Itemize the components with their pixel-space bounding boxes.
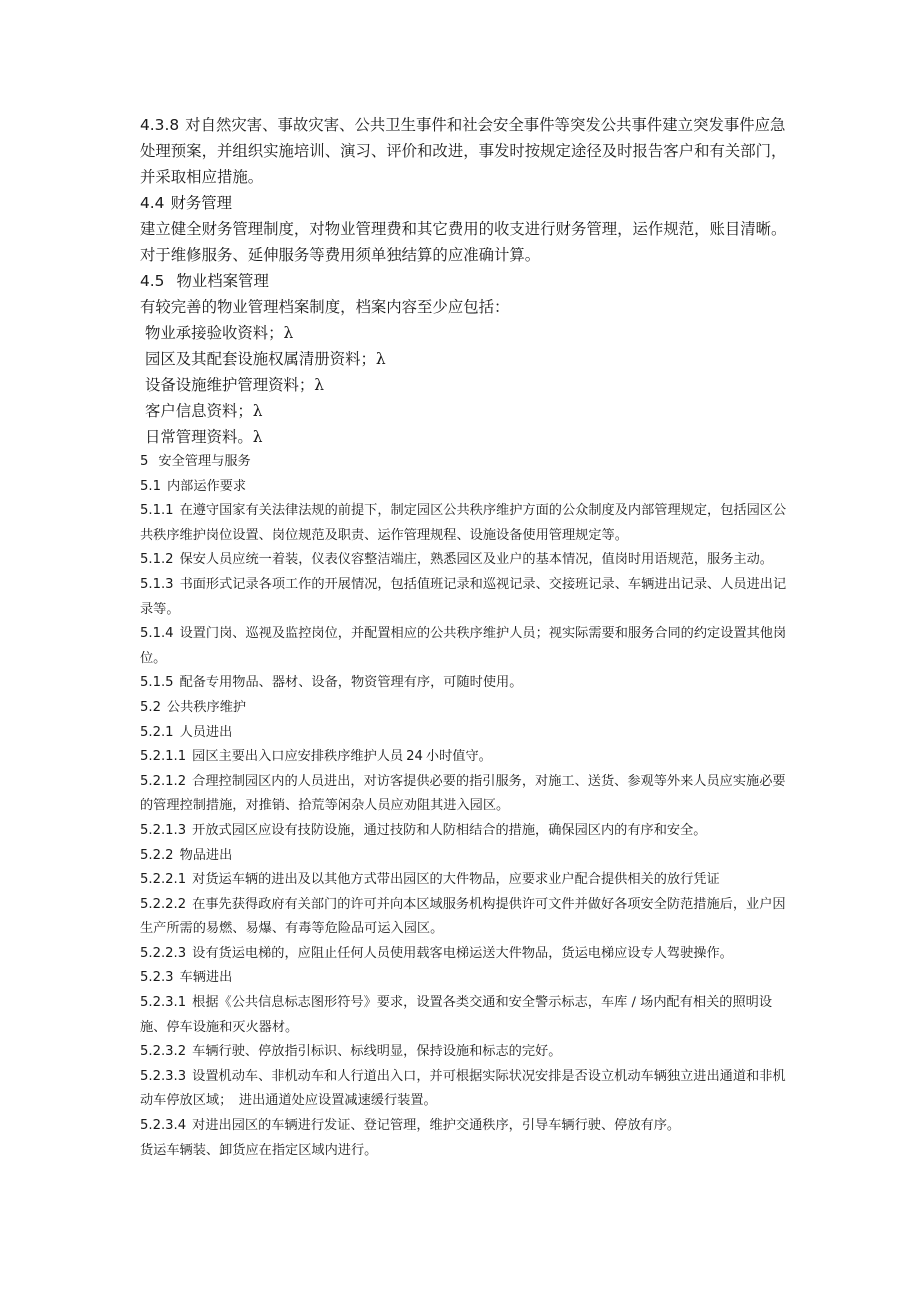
section-number: 5.2.1 [140, 724, 174, 740]
section-text: 保安人员应统一着装，仪表仪容整洁端庄，熟悉园区及业户的基本情况，值岗时用语规范，服务主动。 [179, 552, 773, 568]
section-text: 车辆行驶、停放指引标识、标线明显，保持设施和标志的完好。 [192, 1044, 562, 1060]
section-number: 5.2.3.2 [140, 1044, 187, 1060]
section-number: 5.2.2.1 [140, 872, 187, 888]
section-number: 4.3.8 [140, 116, 180, 134]
section-5-2-3-1 [140, 991, 790, 1040]
section-5-2-2-1 [140, 868, 790, 893]
section-5-2-2-2 [140, 893, 790, 942]
section-number: 4.4 [140, 194, 165, 212]
section-text: 根据《公共信息标志图形符号》要求，设置各类交通和安全警示标志，车库 / 场内配有相关的照明设施、停车设施和灭火器材。 [140, 995, 773, 1035]
section-5-1-1 [140, 499, 790, 548]
section-text: 书面形式记录各项工作的开展情况，包括值班记录和巡视记录、交接班记录、车辆进出记录、人员进出记录等。 [140, 576, 787, 617]
heading-title: 公共秩序维护 [166, 699, 247, 715]
heading-5-2 [140, 696, 790, 721]
archive-list-item: 设备设施维护管理资料；λ [145, 376, 325, 394]
heading-4-4 [140, 190, 790, 216]
archive-list-item: 客户信息资料；λ [145, 402, 263, 420]
heading-5 [140, 450, 790, 475]
section-number: 5.1.2 [140, 552, 174, 568]
document-page [140, 112, 790, 1163]
heading-5-2-1 [140, 721, 790, 746]
section-text: 配备专用物品、器材、设备，物资管理有序，可随时使用。 [179, 675, 523, 691]
archive-list-item: 物业承接验收资料；λ [145, 324, 294, 342]
section-number: 5.1.5 [140, 675, 174, 691]
section-text: 设置机动车、非机动车和人行道出入口，并可根据实际状况安排是否设立机动车辆独立进出通道和非机动车停放区域； 进出通道处应设置减速缓行装置。 [140, 1068, 786, 1109]
section-5-2-2-3 [140, 942, 790, 967]
section-5-2-1-2 [140, 770, 790, 819]
section-text: 在事先获得政府有关部门的许可并向本区域服务机构提供许可文件并做好各项安全防范措施后，业户因生产所需的易燃、易爆、有毒等危险品可运入园区。 [140, 896, 786, 937]
section-5-2-3-3 [140, 1065, 790, 1114]
section-text: 开放式园区应设有技防设施，通过技防和人防相结合的措施，确保园区内的有序和安全。 [192, 822, 707, 838]
heading-5-2-3 [140, 966, 790, 991]
section-5-1-3 [140, 573, 790, 622]
paragraph-final: 货运车辆装、卸货应在指定区域内进行。 [140, 1142, 378, 1158]
heading-4-5 [140, 268, 790, 294]
section-text: 设有货运电梯的，应阻止任何人员使用载客电梯运送大件物品，货运电梯应设专人驾驶操作。 [192, 945, 733, 961]
section-text: 在遵守国家有关法律法规的前提下，制定园区公共秩序维护方面的公众制度及内部管理规定，包括园区公共秩序维护岗位设置、岗位规范及职责、运作管理规程、设施设备使用管理规定等。 [140, 503, 787, 543]
section-5-2-1-1 [140, 745, 790, 770]
section-number: 5.1.3 [140, 576, 174, 592]
section-5-2-1-3 [140, 819, 790, 844]
section-text: 园区主要出入口应安排秩序维护人员 [192, 749, 404, 765]
section-number: 4.5 [140, 272, 165, 290]
section-number: 5.1 [140, 478, 161, 494]
hours-value: 24 [406, 749, 423, 765]
section-number: 5.2.3.3 [140, 1068, 187, 1084]
section-number: 5.2.3.4 [140, 1118, 187, 1134]
section-number: 5.2.3.1 [140, 995, 187, 1011]
section-4-3-8 [140, 112, 790, 190]
section-number: 5.2.2 [140, 847, 174, 863]
section-text: 对自然灾害、事故灾害、公共卫生事件和社会安全事件等突发公共事件建立突发事件应急处理预案，并组织实施培训、演习、评价和改进，事发时按规定途径及时报告客户和有关部门，并采取相应措施。 [140, 116, 787, 186]
archive-list-item: 日常管理资料。λ [145, 428, 263, 446]
section-text: 合理控制园区内的人员进出，对访客提供必要的指引服务，对施工、送货、参观等外来人员应实施必要的管理控制措施，对推销、拾荒等闲杂人员应劝阻其进入园区。 [140, 773, 786, 814]
section-number: 5.2.2.3 [140, 945, 187, 961]
section-5-2-3-2 [140, 1040, 790, 1065]
section-number: 5.2 [140, 699, 161, 715]
section-number: 5.2.2.2 [140, 896, 187, 912]
section-number: 5.2.1.2 [140, 773, 187, 789]
heading-title: 物品进出 [179, 847, 233, 863]
heading-title: 人员进出 [179, 724, 233, 740]
section-number: 5.1.4 [140, 626, 174, 642]
heading-5-2-2 [140, 844, 790, 869]
archive-list-item: 园区及其配套设施权属清册资料；λ [145, 350, 386, 368]
heading-title: 安全管理与服务 [158, 454, 251, 469]
section-5-1-2 [140, 548, 790, 573]
section-text: 对货运车辆的进出及以其他方式带出园区的大件物品，应要求业户配合提供相关的放行凭证 [192, 872, 720, 888]
section-text: 设置门岗、巡视及监控岗位，并配置相应的公共秩序维护人员；视实际需要和服务合同的约定设置其他岗位。 [140, 626, 787, 666]
section-number: 5.2.1.1 [140, 749, 187, 765]
section-5-1-5 [140, 671, 790, 696]
heading-title: 车辆进出 [179, 970, 233, 986]
section-text: 对进出园区的车辆进行发证、登记管理，维护交通秩序，引导车辆行驶、停放有序。 [192, 1118, 681, 1134]
heading-title: 内部运作要求 [166, 478, 247, 494]
section-number: 5 [140, 454, 149, 469]
heading-5-1 [140, 475, 790, 500]
section-number: 5.1.1 [140, 503, 174, 519]
section-text: 小时值守。 [425, 749, 492, 765]
section-5-2-3-4 [140, 1114, 790, 1139]
heading-title: 物业档案管理 [176, 272, 269, 290]
paragraph-finance: 建立健全财务管理制度，对物业管理费和其它费用的收支进行财务管理，运作规范，账目清晰。对于维修服务、延伸服务等费用须单独结算的应准确计算。 [140, 220, 787, 264]
section-number: 5.2.3 [140, 970, 174, 986]
heading-title: 财务管理 [170, 194, 233, 212]
paragraph-archive-intro: 有较完善的物业管理档案制度，档案内容至少应包括： [140, 298, 510, 316]
section-5-1-4 [140, 622, 790, 671]
section-number: 5.2.1.3 [140, 822, 187, 838]
